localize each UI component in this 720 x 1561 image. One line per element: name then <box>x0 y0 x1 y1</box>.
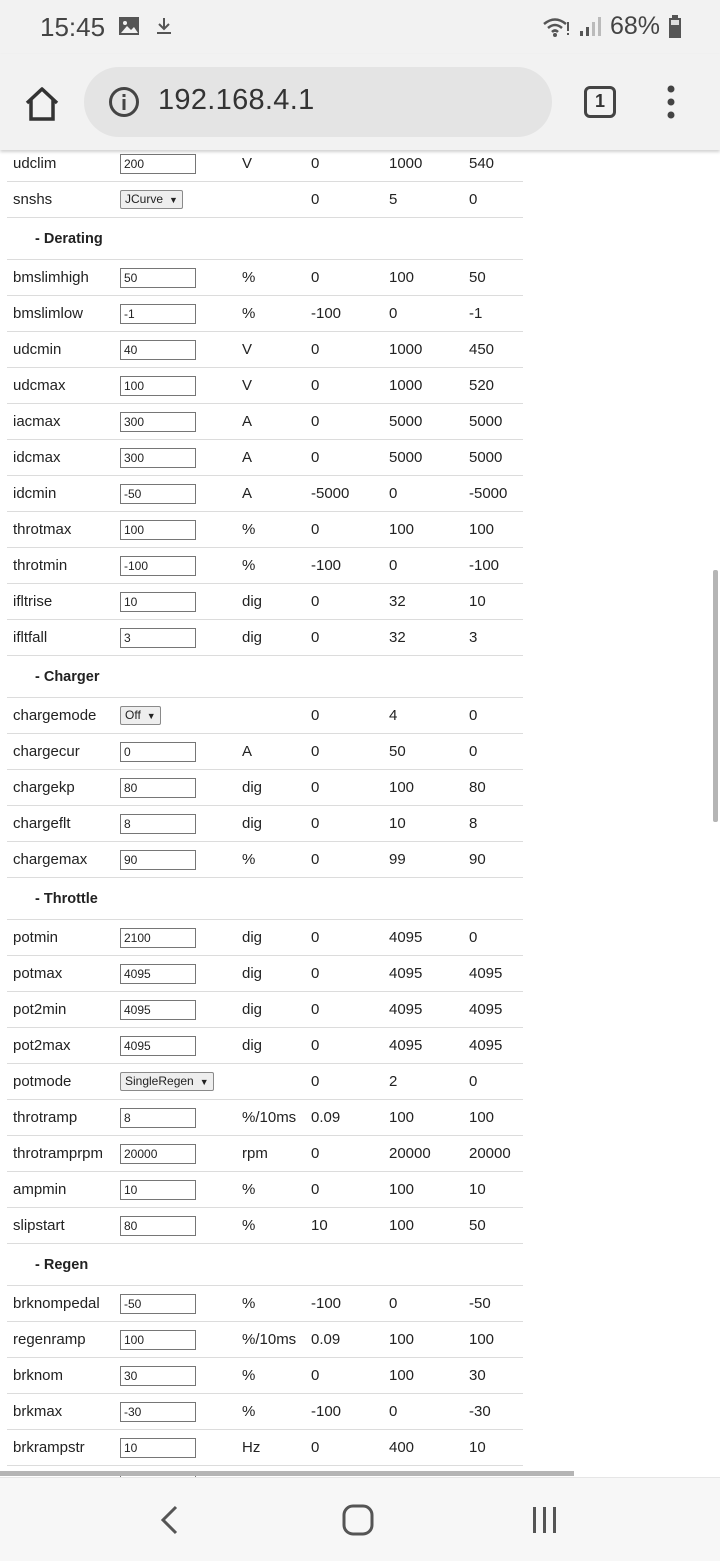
param-min: 0 <box>305 182 383 218</box>
status-right <box>542 12 682 41</box>
param-default: 0 <box>463 920 523 956</box>
param-row <box>7 698 523 734</box>
param-unit: dig <box>236 620 305 656</box>
param-name: iacmax <box>7 404 114 440</box>
param-value-cell <box>114 1322 236 1358</box>
param-unit: Hz <box>236 1430 305 1466</box>
param-value-cell <box>114 296 236 332</box>
param-min: 0 <box>305 260 383 296</box>
param-value-cell <box>114 770 236 806</box>
home-nav-icon[interactable] <box>342 1504 374 1536</box>
param-min: 0 <box>305 1430 383 1466</box>
param-unit <box>236 698 305 734</box>
param-input[interactable]: 100 <box>120 1330 196 1350</box>
horizontal-scrollbar[interactable] <box>0 1471 574 1476</box>
param-unit: dig <box>236 584 305 620</box>
param-unit: dig <box>236 806 305 842</box>
param-select[interactable] <box>120 190 183 209</box>
param-input[interactable]: 0 <box>120 742 196 762</box>
param-unit: A <box>236 440 305 476</box>
param-value-cell <box>114 584 236 620</box>
section-header <box>7 1244 523 1286</box>
param-min: 0 <box>305 1064 383 1100</box>
param-name: potmode <box>7 1064 114 1100</box>
info-icon[interactable] <box>108 86 140 118</box>
param-input[interactable]: 50 <box>120 268 196 288</box>
param-min: 0 <box>305 1172 383 1208</box>
param-unit: %/10ms <box>236 1100 305 1136</box>
param-default: 100 <box>463 1322 523 1358</box>
param-min: 0 <box>305 806 383 842</box>
param-min: 0 <box>305 698 383 734</box>
param-unit: % <box>236 1172 305 1208</box>
param-value-cell <box>114 1136 236 1172</box>
param-default: 0 <box>463 698 523 734</box>
param-input[interactable]: 300 <box>120 448 196 468</box>
param-row <box>7 1286 523 1322</box>
param-min: 0 <box>305 734 383 770</box>
param-row <box>7 1430 523 1466</box>
param-input[interactable]: 90 <box>120 850 196 870</box>
param-max: 0 <box>383 476 463 512</box>
param-min: 0 <box>305 404 383 440</box>
param-value-cell <box>114 440 236 476</box>
param-row <box>7 368 523 404</box>
param-name: potmin <box>7 920 114 956</box>
param-name: brknom <box>7 1358 114 1394</box>
browser-toolbar <box>0 54 720 150</box>
param-input[interactable]: 40 <box>120 340 196 360</box>
param-input[interactable]: 10 <box>120 592 196 612</box>
param-value-cell <box>114 1028 236 1064</box>
param-name: pot2min <box>7 992 114 1028</box>
select-value: JCurve <box>125 192 164 206</box>
param-input[interactable]: -50 <box>120 1294 196 1314</box>
param-max: 5000 <box>383 404 463 440</box>
param-max: 1000 <box>383 368 463 404</box>
param-min: 0 <box>305 1028 383 1064</box>
download-icon <box>154 16 174 36</box>
signal-icon <box>578 16 602 38</box>
param-default: -30 <box>463 1394 523 1430</box>
param-value-cell <box>114 1358 236 1394</box>
param-value-cell <box>114 512 236 548</box>
param-default: 5000 <box>463 404 523 440</box>
wifi-icon <box>542 16 570 38</box>
param-default: 5000 <box>463 440 523 476</box>
status-bar <box>0 0 720 54</box>
param-unit: rpm <box>236 1136 305 1172</box>
param-name: snshs <box>7 182 114 218</box>
param-name: throtramp <box>7 1100 114 1136</box>
section-title: - Regen <box>7 1244 523 1286</box>
param-unit: % <box>236 842 305 878</box>
param-name: idcmin <box>7 476 114 512</box>
param-row <box>7 182 523 218</box>
param-name: udcmin <box>7 332 114 368</box>
param-input[interactable]: -1 <box>120 304 196 324</box>
param-min: 0 <box>305 992 383 1028</box>
param-value-cell <box>114 404 236 440</box>
param-name: chargemode <box>7 698 114 734</box>
param-input[interactable]: 80 <box>120 778 196 798</box>
param-value-cell <box>114 1172 236 1208</box>
select-value: Off <box>125 708 141 722</box>
param-value-cell <box>114 956 236 992</box>
param-value-cell <box>114 1064 236 1100</box>
param-min: -5000 <box>305 476 383 512</box>
param-input[interactable]: 4095 <box>120 1036 196 1056</box>
param-input[interactable]: 8 <box>120 1108 196 1128</box>
param-max: 32 <box>383 584 463 620</box>
param-row <box>7 1100 523 1136</box>
param-row <box>7 770 523 806</box>
param-max: 100 <box>383 1172 463 1208</box>
param-min: 0 <box>305 146 383 182</box>
param-name: potmax <box>7 956 114 992</box>
param-max: 100 <box>383 1100 463 1136</box>
param-default: 50 <box>463 260 523 296</box>
recent-apps-icon[interactable] <box>530 1505 560 1535</box>
param-default: 10 <box>463 584 523 620</box>
param-max: 4095 <box>383 920 463 956</box>
param-min: 0.09 <box>305 1322 383 1358</box>
param-row <box>7 332 523 368</box>
param-value-cell <box>114 1100 236 1136</box>
param-unit: % <box>236 296 305 332</box>
param-input[interactable]: 80 <box>120 1216 196 1236</box>
param-min: 0 <box>305 956 383 992</box>
param-min: 0 <box>305 584 383 620</box>
param-min: 0 <box>305 1136 383 1172</box>
param-input[interactable]: -30 <box>120 1402 196 1422</box>
param-value-cell <box>114 476 236 512</box>
param-row <box>7 1394 523 1430</box>
param-input[interactable]: 100 <box>120 376 196 396</box>
param-default: 540 <box>463 146 523 182</box>
param-min: -100 <box>305 296 383 332</box>
param-default: 450 <box>463 332 523 368</box>
param-row <box>7 512 523 548</box>
param-min: -100 <box>305 548 383 584</box>
battery-icon <box>668 15 682 39</box>
param-select[interactable] <box>120 1072 214 1091</box>
param-row <box>7 440 523 476</box>
param-unit: % <box>236 1208 305 1244</box>
param-row <box>7 1064 523 1100</box>
dropdown-arrow-icon: ▼ <box>199 1077 209 1087</box>
param-default: 10 <box>463 1172 523 1208</box>
param-max: 100 <box>383 1358 463 1394</box>
param-row <box>7 260 523 296</box>
param-default: 0 <box>463 182 523 218</box>
param-input[interactable]: 200 <box>120 154 196 174</box>
param-default: 3 <box>463 620 523 656</box>
param-max: 5 <box>383 182 463 218</box>
param-input[interactable]: 3 <box>120 628 196 648</box>
param-input[interactable]: 2100 <box>120 928 196 948</box>
param-name: regenramp <box>7 1322 114 1358</box>
param-unit: A <box>236 476 305 512</box>
param-max: 400 <box>383 1430 463 1466</box>
param-max: 0 <box>383 548 463 584</box>
param-row <box>7 1208 523 1244</box>
param-value-cell <box>114 1286 236 1322</box>
param-name: ifltfall <box>7 620 114 656</box>
param-unit: % <box>236 1394 305 1430</box>
param-max: 100 <box>383 512 463 548</box>
param-input[interactable]: 20000 <box>120 1144 196 1164</box>
section-title: - Derating <box>7 218 523 260</box>
param-name: chargemax <box>7 842 114 878</box>
param-name: ampmin <box>7 1172 114 1208</box>
param-max: 1000 <box>383 332 463 368</box>
tab-switcher-button[interactable]: 1 <box>584 86 616 118</box>
param-row <box>7 734 523 770</box>
param-name: udclim <box>7 146 114 182</box>
param-value-cell <box>114 1394 236 1430</box>
param-max: 4095 <box>383 992 463 1028</box>
section-header <box>7 878 523 920</box>
param-unit: dig <box>236 956 305 992</box>
param-unit: V <box>236 368 305 404</box>
param-name: udcmax <box>7 368 114 404</box>
param-default: 520 <box>463 368 523 404</box>
param-name: slipstart <box>7 1208 114 1244</box>
system-nav-bar <box>0 1477 720 1561</box>
param-default: 100 <box>463 1100 523 1136</box>
param-name: pot2max <box>7 1028 114 1064</box>
param-max: 32 <box>383 620 463 656</box>
param-unit: dig <box>236 920 305 956</box>
param-default: 30 <box>463 1358 523 1394</box>
param-min: 0 <box>305 920 383 956</box>
param-max: 100 <box>383 1208 463 1244</box>
param-value-cell <box>114 260 236 296</box>
dropdown-arrow-icon: ▼ <box>169 195 178 205</box>
param-name: ifltrise <box>7 584 114 620</box>
param-default: 20000 <box>463 1136 523 1172</box>
param-default: -100 <box>463 548 523 584</box>
param-unit: % <box>236 548 305 584</box>
param-min: -100 <box>305 1286 383 1322</box>
param-unit: A <box>236 734 305 770</box>
vertical-scrollbar[interactable] <box>713 570 718 822</box>
param-name: throtramprpm <box>7 1136 114 1172</box>
param-max: 0 <box>383 296 463 332</box>
param-value-cell <box>114 332 236 368</box>
param-value-cell <box>114 1430 236 1466</box>
param-unit: V <box>236 332 305 368</box>
param-default: 0 <box>463 734 523 770</box>
param-row <box>7 404 523 440</box>
param-min: 0 <box>305 440 383 476</box>
param-min: 0 <box>305 368 383 404</box>
param-min: 0 <box>305 770 383 806</box>
param-row <box>7 476 523 512</box>
param-unit: dig <box>236 1028 305 1064</box>
page-content <box>0 150 720 1472</box>
param-name: brkrampstr <box>7 1430 114 1466</box>
param-row <box>7 1172 523 1208</box>
param-name: bmslimlow <box>7 296 114 332</box>
param-max: 4095 <box>383 1028 463 1064</box>
param-unit: % <box>236 512 305 548</box>
param-default: 90 <box>463 842 523 878</box>
param-max: 4095 <box>383 956 463 992</box>
param-value-cell <box>114 698 236 734</box>
param-default: -50 <box>463 1286 523 1322</box>
param-input[interactable]: -100 <box>120 556 196 576</box>
param-min: 0.09 <box>305 1100 383 1136</box>
param-min: 0 <box>305 842 383 878</box>
param-value-cell <box>114 992 236 1028</box>
param-unit: A <box>236 404 305 440</box>
section-header <box>7 218 523 260</box>
param-unit: % <box>236 1286 305 1322</box>
param-row <box>7 620 523 656</box>
param-max: 100 <box>383 260 463 296</box>
notification-icons <box>118 16 174 36</box>
param-input[interactable]: 10 <box>120 1438 196 1458</box>
param-name: chargecur <box>7 734 114 770</box>
param-name: chargekp <box>7 770 114 806</box>
param-min: -100 <box>305 1394 383 1430</box>
param-row <box>7 146 523 182</box>
param-default: 4095 <box>463 1028 523 1064</box>
param-max: 20000 <box>383 1136 463 1172</box>
param-max: 100 <box>383 1322 463 1358</box>
param-row <box>7 920 523 956</box>
param-row <box>7 1358 523 1394</box>
param-value-cell <box>114 182 236 218</box>
param-value-cell <box>114 806 236 842</box>
param-unit: V <box>236 146 305 182</box>
param-default: -1 <box>463 296 523 332</box>
param-unit <box>236 182 305 218</box>
param-row <box>7 992 523 1028</box>
param-max: 99 <box>383 842 463 878</box>
param-max: 10 <box>383 806 463 842</box>
param-min: 0 <box>305 512 383 548</box>
param-input[interactable]: 100 <box>120 520 196 540</box>
param-default: 100 <box>463 512 523 548</box>
section-title: - Throttle <box>7 878 523 920</box>
param-max: 1000 <box>383 146 463 182</box>
address-bar[interactable] <box>84 67 552 137</box>
url-text: 192.168.4.1 <box>158 84 315 116</box>
param-unit: dig <box>236 992 305 1028</box>
param-max: 100 <box>383 770 463 806</box>
param-input[interactable]: 8 <box>120 814 196 834</box>
param-unit: % <box>236 260 305 296</box>
param-min: 0 <box>305 1358 383 1394</box>
param-unit: dig <box>236 770 305 806</box>
param-value-cell <box>114 842 236 878</box>
parameter-table <box>7 146 523 1502</box>
status-time: 15:45 <box>40 12 106 42</box>
param-row <box>7 296 523 332</box>
param-row <box>7 1136 523 1172</box>
param-row <box>7 806 523 842</box>
param-input[interactable]: 10 <box>120 1180 196 1200</box>
param-min: 10 <box>305 1208 383 1244</box>
param-unit <box>236 1064 305 1100</box>
section-header <box>7 656 523 698</box>
param-name: brknompedal <box>7 1286 114 1322</box>
section-title: - Charger <box>7 656 523 698</box>
param-value-cell <box>114 734 236 770</box>
param-row <box>7 548 523 584</box>
param-default: 80 <box>463 770 523 806</box>
param-row <box>7 956 523 992</box>
param-default: 8 <box>463 806 523 842</box>
param-max: 50 <box>383 734 463 770</box>
param-max: 2 <box>383 1064 463 1100</box>
param-name: throtmax <box>7 512 114 548</box>
param-max: 4 <box>383 698 463 734</box>
param-value-cell <box>114 620 236 656</box>
param-max: 0 <box>383 1394 463 1430</box>
param-name: chargeflt <box>7 806 114 842</box>
param-value-cell <box>114 920 236 956</box>
param-value-cell <box>114 146 236 182</box>
param-name: throtmin <box>7 548 114 584</box>
home-icon[interactable] <box>22 84 62 124</box>
param-select[interactable] <box>120 706 161 725</box>
select-value: SingleRegen <box>125 1074 194 1088</box>
param-input[interactable]: -50 <box>120 484 196 504</box>
image-icon <box>118 16 140 36</box>
param-row <box>7 1028 523 1064</box>
param-min: 0 <box>305 620 383 656</box>
dropdown-arrow-icon: ▼ <box>146 711 156 721</box>
param-default: -5000 <box>463 476 523 512</box>
param-input[interactable]: 30 <box>120 1366 196 1386</box>
param-default: 4095 <box>463 956 523 992</box>
more-vert-icon[interactable] <box>664 84 678 120</box>
param-name: idcmax <box>7 440 114 476</box>
param-input[interactable]: 4095 <box>120 964 196 984</box>
param-default: 10 <box>463 1430 523 1466</box>
param-row <box>7 1322 523 1358</box>
param-value-cell <box>114 368 236 404</box>
param-default: 50 <box>463 1208 523 1244</box>
param-value-cell <box>114 548 236 584</box>
param-min: 0 <box>305 332 383 368</box>
battery-percent: 68% <box>609 12 660 40</box>
param-default: 4095 <box>463 992 523 1028</box>
param-unit: %/10ms <box>236 1322 305 1358</box>
param-row <box>7 584 523 620</box>
param-max: 5000 <box>383 440 463 476</box>
param-default: 0 <box>463 1064 523 1100</box>
param-row <box>7 842 523 878</box>
param-input[interactable]: 4095 <box>120 1000 196 1020</box>
param-input[interactable]: 300 <box>120 412 196 432</box>
back-icon[interactable] <box>158 1504 182 1536</box>
param-max: 0 <box>383 1286 463 1322</box>
param-name: bmslimhigh <box>7 260 114 296</box>
param-value-cell <box>114 1208 236 1244</box>
param-name: brkmax <box>7 1394 114 1430</box>
param-unit: % <box>236 1358 305 1394</box>
